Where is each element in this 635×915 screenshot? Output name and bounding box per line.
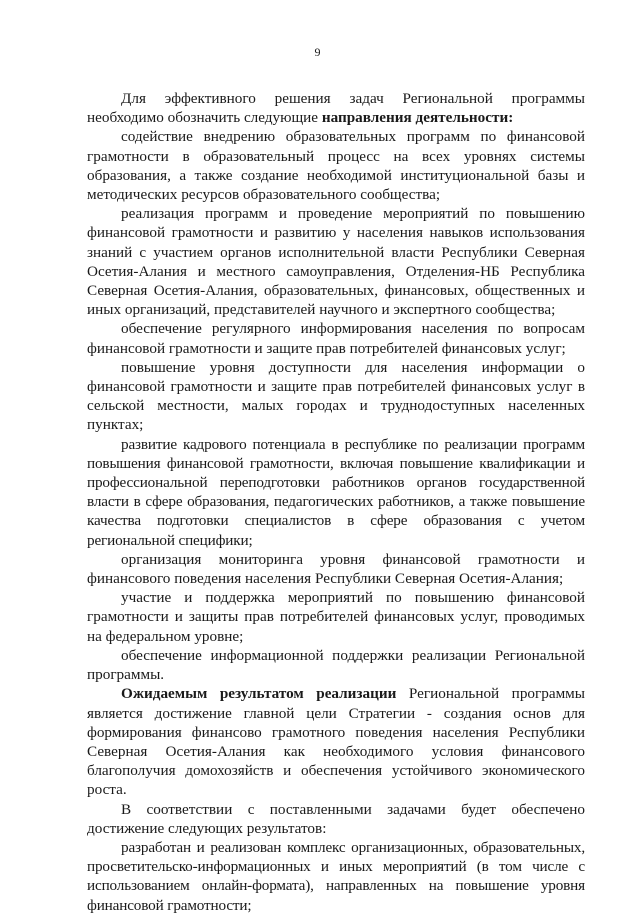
paragraph-text: Для эффективного решения задач Региональной программы необходимо обозначить следующие [87, 90, 585, 127]
paragraph-text: Региональной программы является достижение главной цели Стратегии - создания основ для формирования финансово грамотного поведения населения Республики Северная Осетия-Алания как необходимого условия финансового благополучия домохозяйств и обеспечения устойчивого экономического роста. [87, 685, 585, 799]
paragraph-intro [87, 89, 585, 127]
paragraph-results-intro: В соответствии с поставленными задачами будет обеспечено достижение следующих результатов: [87, 800, 585, 837]
list-item: обеспечение информационной поддержки реализации Региональной программы. [87, 646, 585, 684]
bold-phrase: Ожидаемым результатом реализации [121, 685, 397, 703]
list-item: реализация программ и проведение мероприятий по повышению финансовой грамотности и развитию у населения навыков использования знаний с участием органов исполнительной власти Республики Северная Осетия-Алания и местного самоуправления, Отделения-НБ Республика Северная Осетия-Алания, образовательных, финансовых, общественных и иных организаций, представителей научного и экспертного сообщества; [87, 205, 585, 319]
list-item: организация мониторинга уровня финансовой грамотности и финансового поведения населения Республики Северная Осетия-Алания; [87, 550, 585, 588]
list-item: содействие внедрению образовательных программ по финансовой грамотности в образовательный процесс на всех уровнях системы образования, а также создание необходимой институциональной базы и методических ресурсов образовательного сообщества; [87, 128, 585, 204]
bold-phrase: направления деятельности: [321, 109, 514, 127]
list-item: повышение уровня доступности для населения информации о финансовой грамотности и защите прав потребителей финансовых услуг в сельской местности, малых городах и труднодоступных населенных пунктах; [87, 358, 585, 434]
list-item: участие и поддержка мероприятий по повышению финансовой грамотности и защиты прав потребителей финансовых услуг, проводимых на федеральном уровне; [87, 589, 585, 645]
list-item: развитие кадрового потенциала в республике по реализации программ повышения финансовой грамотности, включая повышение квалификации и профессиональной переподготовки работников органов государственной власти в сфере образования, педагогических работников, а также повышение качества подготовки специалистов в сфере образования с учетом региональной специфики; [87, 435, 585, 549]
document-body [87, 89, 585, 915]
paragraph-expected-result [87, 684, 585, 799]
list-item: разработан и реализован комплекс организационных, образовательных, просветительско-информационных и иных мероприятий (в том числе с использованием онлайн-формата), направленных на повышение уровня финансовой грамотности; [87, 838, 585, 914]
page-number: 9 [314, 45, 321, 59]
list-item: обеспечение регулярного информирования населения по вопросам финансовой грамотности и защите прав потребителей финансовых услуг; [87, 320, 585, 357]
